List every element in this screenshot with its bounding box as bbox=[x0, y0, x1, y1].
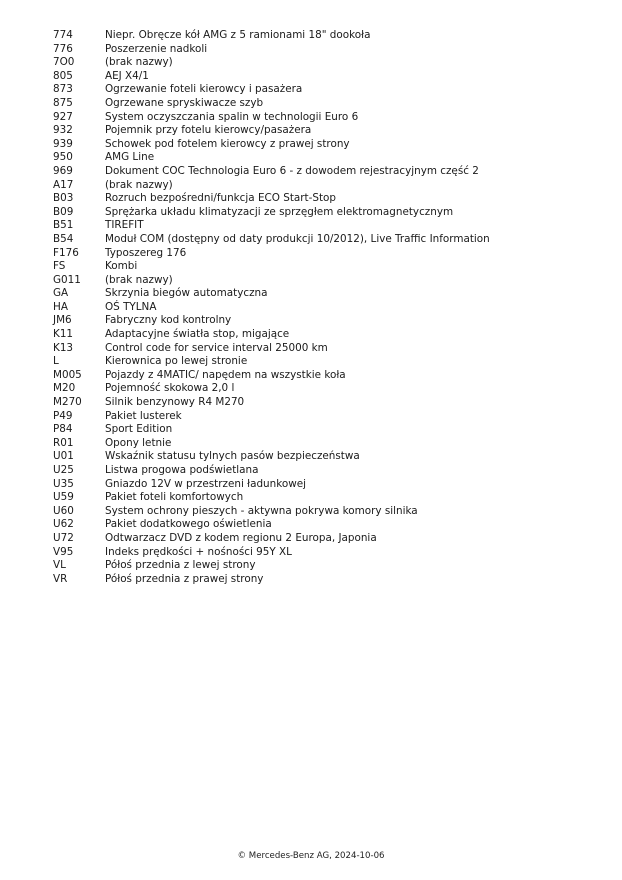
equipment-code: V95 bbox=[53, 545, 74, 558]
equipment-code: G011 bbox=[53, 273, 81, 286]
list-item bbox=[53, 124, 613, 138]
equipment-description: TIREFIT bbox=[105, 219, 144, 232]
equipment-code: P49 bbox=[53, 409, 73, 422]
list-item bbox=[53, 396, 613, 410]
equipment-code: B09 bbox=[53, 205, 74, 218]
list-item bbox=[53, 192, 613, 206]
equipment-description: Indeks prędkości + nośności 95Y XL bbox=[105, 545, 292, 558]
equipment-code: 805 bbox=[53, 69, 73, 82]
equipment-code: 927 bbox=[53, 110, 73, 123]
list-item bbox=[53, 206, 613, 220]
list-item bbox=[53, 70, 613, 84]
equipment-code: 873 bbox=[53, 83, 73, 96]
equipment-code: B03 bbox=[53, 192, 74, 205]
list-item bbox=[53, 138, 613, 152]
list-item bbox=[53, 410, 613, 424]
equipment-code: U01 bbox=[53, 450, 74, 463]
list-item bbox=[53, 491, 613, 505]
equipment-description: System ochrony pieszych - aktywna pokrywa komory silnika bbox=[105, 504, 418, 517]
equipment-code: F176 bbox=[53, 246, 79, 259]
list-item bbox=[53, 219, 613, 233]
equipment-code: K13 bbox=[53, 341, 74, 354]
list-item bbox=[53, 342, 613, 356]
list-item bbox=[53, 260, 613, 274]
equipment-code: HA bbox=[53, 300, 68, 313]
equipment-description: Pakiet lusterek bbox=[105, 409, 182, 422]
equipment-description: Pojazdy z 4MATIC/ napędem na wszystkie koła bbox=[105, 368, 346, 381]
list-item bbox=[53, 573, 613, 587]
list-item bbox=[53, 355, 613, 369]
list-item bbox=[53, 56, 613, 70]
equipment-code: K11 bbox=[53, 328, 74, 341]
equipment-code: R01 bbox=[53, 436, 74, 449]
equipment-description: Dokument COC Technologia Euro 6 - z dowodem rejestracyjnym część 2 bbox=[105, 164, 479, 177]
equipment-description: (brak nazwy) bbox=[105, 56, 173, 69]
equipment-code: JM6 bbox=[53, 314, 72, 327]
equipment-code: 875 bbox=[53, 96, 73, 109]
list-item bbox=[53, 505, 613, 519]
equipment-code: M20 bbox=[53, 382, 76, 395]
list-item bbox=[53, 559, 613, 573]
equipment-description: Półoś przednia z prawej strony bbox=[105, 572, 264, 585]
equipment-code: U60 bbox=[53, 504, 74, 517]
equipment-description: (brak nazwy) bbox=[105, 178, 173, 191]
equipment-code: B54 bbox=[53, 232, 74, 245]
list-item bbox=[53, 464, 613, 478]
equipment-description: Adaptacyjne światła stop, migające bbox=[105, 328, 290, 341]
equipment-description: (brak nazwy) bbox=[105, 273, 173, 286]
equipment-code: 932 bbox=[53, 124, 73, 137]
equipment-code: U72 bbox=[53, 531, 74, 544]
equipment-description: Ogrzewane spryskiwacze szyb bbox=[105, 96, 264, 109]
footer-copyright: © Mercedes-Benz AG, 2024-10-06 bbox=[237, 851, 385, 861]
equipment-code: 939 bbox=[53, 137, 73, 150]
list-item bbox=[53, 29, 613, 43]
list-item bbox=[53, 274, 613, 288]
list-item bbox=[53, 369, 613, 383]
equipment-description: Schowek pod fotelem kierowcy z prawej strony bbox=[105, 137, 350, 150]
equipment-description: Moduł COM (dostępny od daty produkcji 10/2012), Live Traffic Information bbox=[105, 232, 490, 245]
equipment-description: Kierownica po lewej stronie bbox=[105, 355, 248, 368]
equipment-description: Silnik benzynowy R4 M270 bbox=[105, 396, 245, 409]
equipment-description: AEJ X4/1 bbox=[105, 69, 149, 82]
equipment-description: Gniazdo 12V w przestrzeni ładunkowej bbox=[105, 477, 306, 490]
equipment-description: Kombi bbox=[105, 260, 138, 273]
equipment-code: U35 bbox=[53, 477, 74, 490]
equipment-description: Pojemnik przy fotelu kierowcy/pasażera bbox=[105, 124, 312, 137]
list-item bbox=[53, 532, 613, 546]
equipment-description: Fabryczny kod kontrolny bbox=[105, 314, 232, 327]
equipment-code: 950 bbox=[53, 151, 73, 164]
equipment-description: Ogrzewanie foteli kierowcy i pasażera bbox=[105, 83, 303, 96]
list-item bbox=[53, 287, 613, 301]
equipment-code: M005 bbox=[53, 368, 82, 381]
equipment-description: Opony letnie bbox=[105, 436, 172, 449]
equipment-description: Control code for service interval 25000 km bbox=[105, 341, 328, 354]
equipment-description: Typoszereg 176 bbox=[105, 246, 187, 259]
equipment-code: 774 bbox=[53, 29, 73, 41]
list-item bbox=[53, 450, 613, 464]
equipment-description: Skrzynia biegów automatyczna bbox=[105, 287, 268, 300]
equipment-code: A17 bbox=[53, 178, 74, 191]
equipment-description: OŚ TYLNA bbox=[105, 300, 157, 313]
list-item bbox=[53, 314, 613, 328]
equipment-code: U59 bbox=[53, 491, 74, 504]
list-item bbox=[53, 151, 613, 165]
equipment-description: Odtwarzacz DVD z kodem regionu 2 Europa, Japonia bbox=[105, 531, 377, 544]
list-item bbox=[53, 233, 613, 247]
list-item bbox=[53, 83, 613, 97]
equipment-code: U62 bbox=[53, 518, 74, 531]
equipment-code: 7O0 bbox=[53, 56, 75, 69]
list-item bbox=[53, 43, 613, 57]
equipment-code: 969 bbox=[53, 164, 73, 177]
equipment-code: P84 bbox=[53, 423, 73, 436]
list-item bbox=[53, 97, 613, 111]
equipment-description: Pojemność skokowa 2,0 l bbox=[105, 382, 235, 395]
equipment-code: U25 bbox=[53, 464, 74, 476]
equipment-code: L bbox=[53, 355, 59, 368]
equipment-code-list bbox=[53, 29, 613, 586]
list-item bbox=[53, 111, 613, 125]
equipment-code: FS bbox=[53, 260, 66, 273]
equipment-description: Listwa progowa podświetlana bbox=[105, 464, 259, 476]
equipment-code: VL bbox=[53, 559, 66, 572]
list-item bbox=[53, 382, 613, 396]
list-item bbox=[53, 478, 613, 492]
list-item bbox=[53, 437, 613, 451]
list-item bbox=[53, 518, 613, 532]
list-item bbox=[53, 328, 613, 342]
equipment-description: Poszerzenie nadkoli bbox=[105, 42, 208, 55]
equipment-description: Niepr. Obręcze kół AMG z 5 ramionami 18" dookoła bbox=[105, 29, 371, 41]
equipment-description: Pakiet foteli komfortowych bbox=[105, 491, 244, 504]
equipment-description: Sport Edition bbox=[105, 423, 173, 436]
equipment-description: Pakiet dodatkowego oświetlenia bbox=[105, 518, 272, 531]
equipment-code: GA bbox=[53, 287, 69, 300]
list-item bbox=[53, 301, 613, 315]
list-item bbox=[53, 179, 613, 193]
equipment-code: 776 bbox=[53, 42, 73, 55]
list-item bbox=[53, 423, 613, 437]
equipment-code: B51 bbox=[53, 219, 74, 232]
list-item bbox=[53, 165, 613, 179]
equipment-description: Rozruch bezpośredni/funkcja ECO Start-Stop bbox=[105, 192, 337, 205]
equipment-description: Półoś przednia z lewej strony bbox=[105, 559, 256, 572]
equipment-code: M270 bbox=[53, 396, 82, 409]
equipment-description: Wskaźnik statusu tylnych pasów bezpieczeństwa bbox=[105, 450, 360, 463]
equipment-description: Sprężarka układu klimatyzacji ze sprzęgłem elektromagnetycznym bbox=[105, 205, 454, 218]
list-item bbox=[53, 247, 613, 261]
equipment-description: AMG Line bbox=[105, 151, 155, 164]
list-item bbox=[53, 546, 613, 560]
equipment-description: System oczyszczania spalin w technologii Euro 6 bbox=[105, 110, 359, 123]
equipment-code: VR bbox=[53, 572, 68, 585]
